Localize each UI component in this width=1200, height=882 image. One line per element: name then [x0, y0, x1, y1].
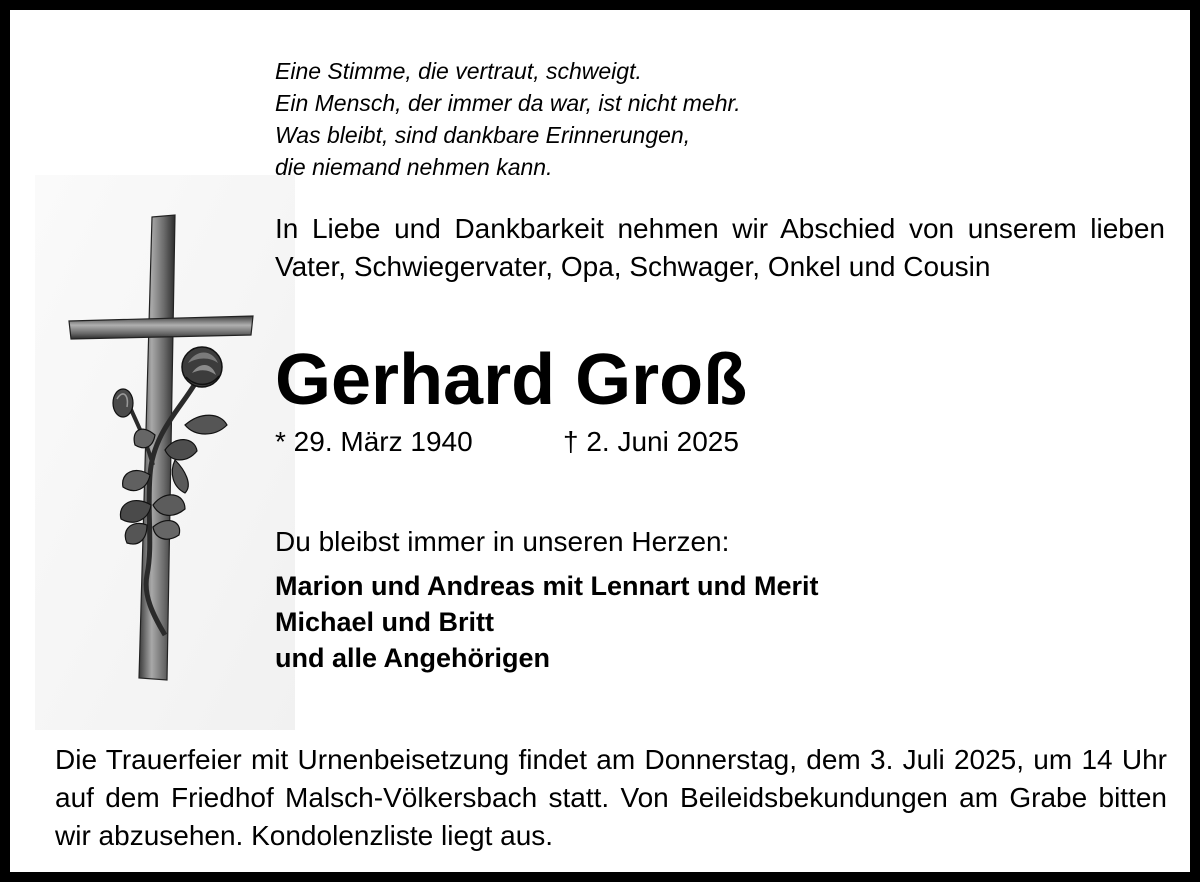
poem-line: die niemand nehmen kann.	[275, 154, 553, 180]
mourner-line: und alle Angehörigen	[275, 643, 551, 673]
birth-date: * 29. März 1940	[275, 426, 473, 457]
mourners-list	[275, 568, 819, 676]
poem	[275, 55, 741, 183]
poem-line: Eine Stimme, die vertraut, schweigt.	[275, 58, 642, 84]
mourner-line: Marion und Andreas mit Lennart und Merit	[275, 571, 819, 601]
mourner-line: Michael und Britt	[275, 607, 495, 637]
intro-text: In Liebe und Dankbarkeit nehmen wir Abschied von unserem lieben Vater, Schwiegervater, Opa, Schwager, Onkel und Cousin	[275, 213, 1165, 282]
closing-line: Du bleibst immer in unseren Herzen:	[275, 526, 730, 557]
poem-line: Was bleibt, sind dankbare Erinnerungen,	[275, 122, 691, 148]
poem-line: Ein Mensch, der immer da war, ist nicht mehr.	[275, 90, 741, 116]
life-dates	[275, 425, 739, 459]
funeral-notice: Die Trauerfeier mit Urnenbeisetzung findet am Donnerstag, dem 3. Juli 2025, um 14 Uhr auf dem Friedhof Malsch-Völkersbach statt. Von Beileidsbekundungen am Grabe bitten wir abzusehen. Kondolenzliste liegt aus.	[55, 744, 1167, 851]
deceased-name: Gerhard Groß	[275, 340, 748, 420]
death-date: † 2. Juni 2025	[563, 426, 739, 457]
cross-with-rose-icon	[35, 175, 295, 730]
